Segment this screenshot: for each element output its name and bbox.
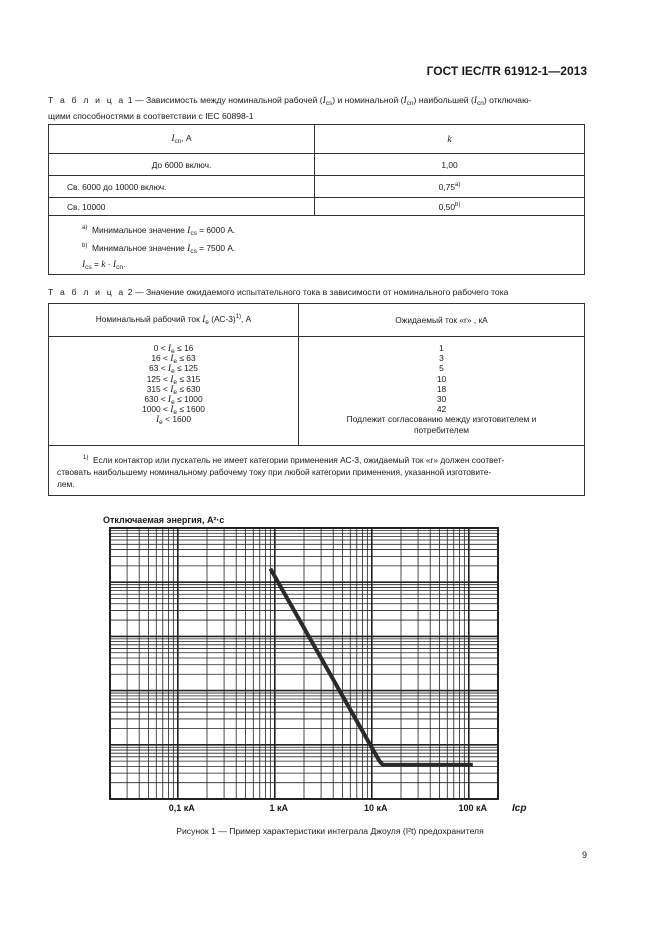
list-item: $630 < I_e \le 1000$ [144,393,203,406]
table-row [49,176,585,198]
list-item: 30 [436,393,447,404]
joule-integral-chart [0,505,661,825]
list-item: $315 < I_e \le 630$ [146,383,201,396]
table2-ranges [49,337,299,446]
list-item: $0 < I_e \le 16$ [153,343,194,355]
table1-formula: $I_{cs} = k \cdot I_{cn}$. [82,259,126,271]
table2-col1-header: Номинальный рабочий ток $I_e$ $(АС-3)^{1)}$, А [49,304,299,337]
x-tick-label: 1 кА [269,803,289,813]
list-item: 1 [439,343,444,353]
table2-currents [299,337,585,446]
page-number: 9 [581,850,587,860]
list-item: 42 [436,404,447,415]
document-code: ГОСТ IEC/TR 61912-1—2013 [426,64,587,78]
list-item: потребителем [414,424,469,435]
chart-ylabel: Отключаемая энергия, А²·с [103,515,225,525]
list-item: 10 [436,373,447,384]
list-item: $125 < I_e \le 315$ [146,373,201,386]
table-1 [48,124,585,275]
list-item: $16 < I_e \le 63$ [151,353,196,366]
chart-grid [110,528,498,799]
figure-caption: Рисунок 1 — Пример характеристики интеграла Джоуля (I²t) предохранителя [176,826,484,836]
list-item: 3 [439,353,444,364]
table1-footnotes [49,216,585,275]
table2-footnote: $^{1)}$ Если контактор или пускатель не имеет категории применения АС-3, ожидаемый ток «r» должен соответ- ствовать наибольшему номинальному рабочему току при любой категории применения, указанной изготовите- лем. [49,446,585,496]
x-tick-label: 0,1 кА [168,803,195,813]
table1-cell-k: 0,75$^{a)}$ [315,176,585,198]
table1-cell-k: 1,00 [315,154,585,176]
list-item: $1000 < I_e \le 1600$ [142,404,205,417]
x-tick-label: 10 кА [364,803,388,813]
table-row [49,198,585,216]
table-row [49,154,585,176]
table1-cell-k: 0,50$^{b)}$ [315,198,585,216]
list-item: $I_e < 1600$ [156,414,191,427]
x-tick-label: 100 кА [458,803,488,813]
chart-xticks [169,803,488,813]
table1-footnote-b: $^{b)}$ Минимальное значение $I_{cs} = 7500$ А. [82,243,236,255]
table-2 [48,303,585,496]
list-item: 5 [439,363,444,374]
table1-cell-range: Св. 6000 до 10000 включ. [49,176,315,198]
list-item: 18 [436,383,447,394]
table1-cell-range: Св. 10000 [49,198,315,216]
list-item: Подлежит согласованию между изготовителем и [346,414,537,425]
table1-col2-header: k [315,125,585,154]
table1-col1-header: $I_{cn}$, А [49,125,315,154]
table2-caption: Т а б л и ц а 2 — Значение ожидаемого испытательного тока в зависимости от номинального рабочего тока [48,287,509,297]
table1-footnote-a: $^{a)}$ Минимальное значение $I_{cs} = 6000$ А. [82,225,236,237]
list-item: $63 < I_e \le 125$ [149,363,198,376]
chart-xlabel [512,803,526,814]
table1-caption: Т а б л и ц а 1 — Зависимость между номинальной рабочей $(I_{cs})$ и номинальной $(I_{cn})$ наибольшей $(I_{cn})$ отключаю- щими способностями в соответствии с IEC 60898-1 [48,95,532,121]
table1-cell-range: До 6000 включ. [49,154,315,176]
table2-col2-header: Ожидаемый ток «r» , кА [299,304,585,337]
x-axis-label: Icp [512,803,527,814]
